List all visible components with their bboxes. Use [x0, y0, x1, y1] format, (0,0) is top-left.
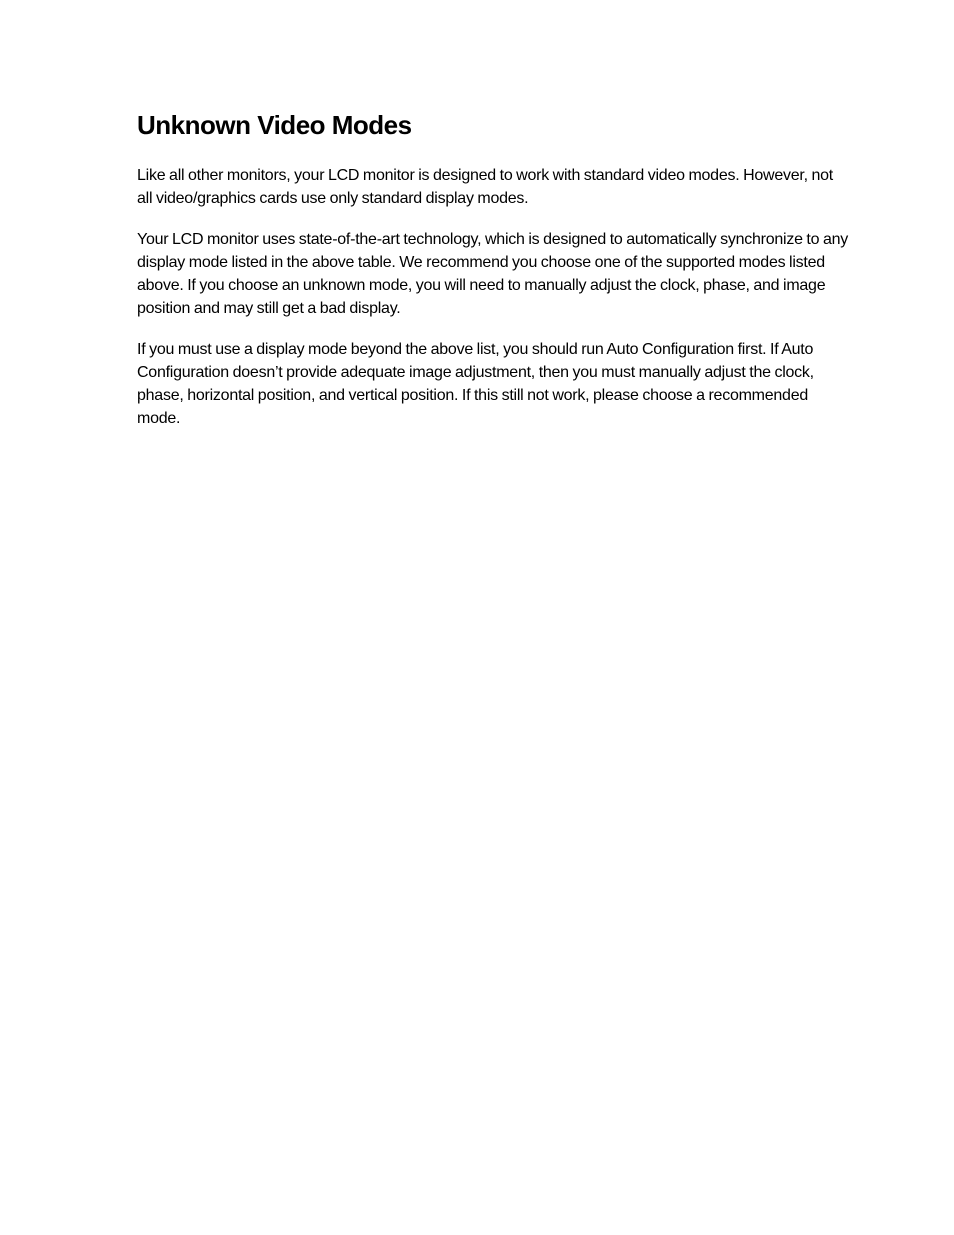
section-title: Unknown Video Modes — [137, 110, 412, 140]
paragraph-auto-configuration: If you must use a display mode beyond the above list, you should run Auto Configuration first. If Auto Configuration doesn’t provide adequate image adjustment, then you must manually adjust the clock, phase, horizontal position, and vertical position. If this still not work, please choose a recommended mode. — [137, 341, 814, 427]
paragraph-technology: Your LCD monitor uses state-of-the-art technology, which is designed to automatically synchronize to any display mode listed in the above table. We recommend you choose one of the supported modes listed above. If you choose an unknown mode, you will need to manually adjust the clock, phase, and image position and may still get a bad display. — [137, 231, 848, 317]
document-page — [137, 108, 849, 448]
paragraph-intro: Like all other monitors, your LCD monitor is designed to work with standard video modes. However, not all video/graphics cards use only standard display modes. — [137, 167, 833, 207]
